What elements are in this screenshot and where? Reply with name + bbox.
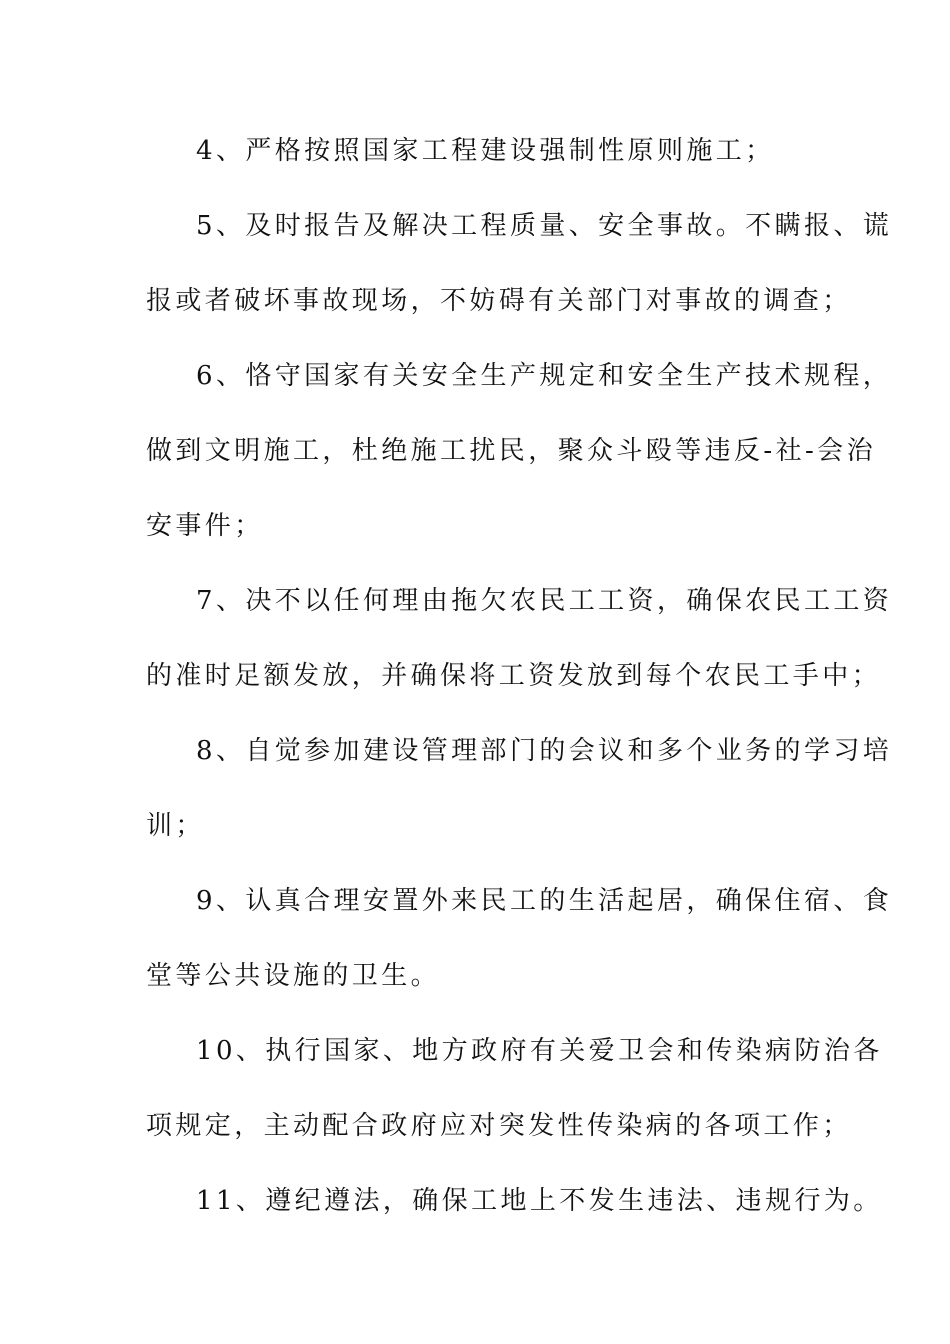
paragraph-line: 8、自觉参加建设管理部门的会议和多个业务的学习培 <box>196 736 893 766</box>
paragraph-line: 堂等公共设施的卫生。 <box>146 961 441 991</box>
paragraph-line: 项规定，主动配合政府应对突发性传染病的各项工作； <box>146 1111 852 1141</box>
paragraph-line: 4、严格按照国家工程建设强制性原则施工； <box>196 136 775 166</box>
paragraph-line: 的准时足额发放，并确保将工资发放到每个农民工手中； <box>146 661 882 691</box>
paragraph-line: 做到文明施工，杜绝施工扰民，聚众斗殴等违反-社-会治 <box>146 436 876 466</box>
paragraph-line: 11、遵纪遵法，确保工地上不发生违法、违规行为。 <box>196 1186 883 1216</box>
paragraph-line: 5、及时报告及解决工程质量、安全事故。不瞒报、谎 <box>196 211 893 241</box>
paragraph-line: 10、执行国家、地方政府有关爱卫会和传染病防治各 <box>196 1036 883 1066</box>
paragraph-line: 7、决不以任何理由拖欠农民工工资，确保农民工工资 <box>196 586 893 616</box>
paragraph-line: 训； <box>146 811 205 841</box>
paragraph-line: 报或者破坏事故现场，不妨碍有关部门对事故的调查； <box>146 286 852 316</box>
paragraph-line: 6、恪守国家有关安全生产规定和安全生产技术规程， <box>196 361 893 391</box>
paragraph-line: 安事件； <box>146 511 264 541</box>
paragraph-line: 9、认真合理安置外来民工的生活起居，确保住宿、食 <box>196 886 893 916</box>
